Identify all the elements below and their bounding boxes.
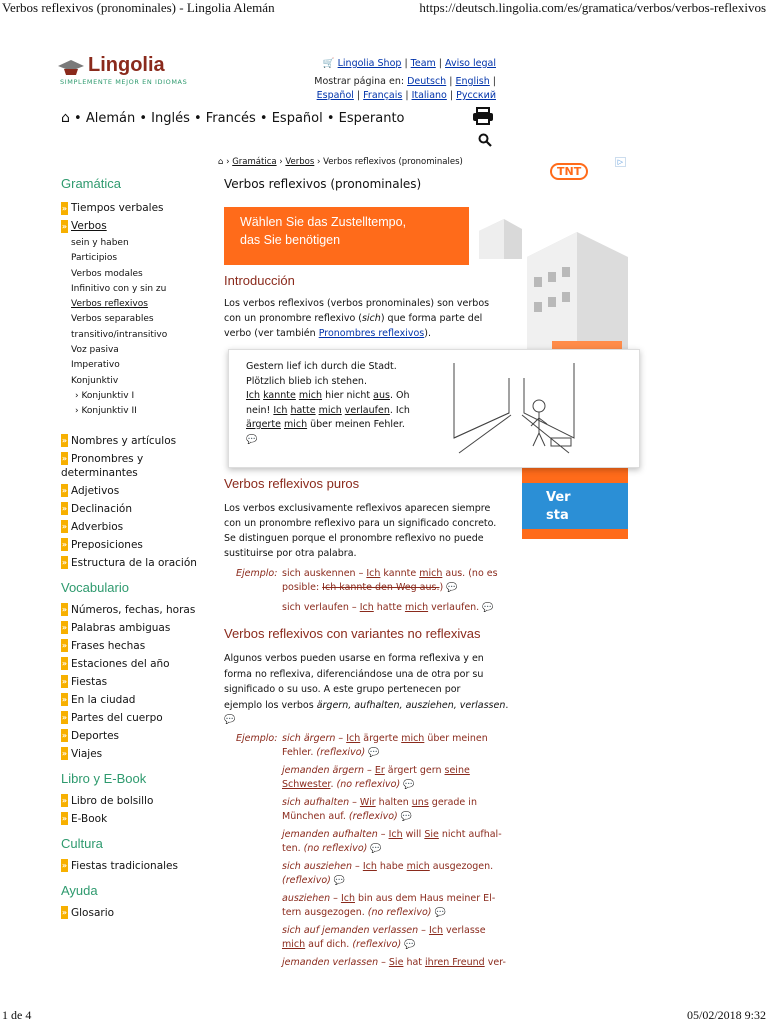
print-date: 05/02/2018 9:32 bbox=[686, 1008, 766, 1022]
sidebar-item-sports[interactable]: » Deportes bbox=[61, 729, 119, 742]
sidebar-title-vocab: Vocabulario bbox=[61, 579, 129, 595]
var-example-4: jemanden aufhalten – Ich will Sie nicht aufhal- ten. (no reflexivo) 💬 bbox=[282, 829, 502, 854]
logo[interactable] bbox=[56, 54, 188, 86]
lang-link-de[interactable]: Deutsch bbox=[407, 76, 447, 87]
var-example-8: jemanden verlassen – Sie hat ihren Freund ver- bbox=[282, 957, 506, 968]
var-example-2: jemanden ärgern – Er ärgert gern seine Schwester. (no reflexivo) 💬 bbox=[282, 765, 470, 790]
intro-section: Introducción Los verbos reflexivos (verbos pronominales) son verbos con un pronombre reflexivo (sich) que forma parte del verbo (ver también Pronombres reflexivos). bbox=[224, 273, 514, 341]
sidebar-sub-konj2[interactable]: › Konjunktiv II bbox=[75, 406, 137, 417]
logo-tagline: SIMPLEMENTE MEJOR EN IDIOMAS bbox=[60, 78, 188, 86]
ad-banner[interactable] bbox=[224, 207, 524, 265]
sidebar-item-numbers[interactable]: » Números, fechas, horas bbox=[61, 603, 196, 616]
home-icon[interactable]: ⌂ bbox=[61, 110, 70, 126]
sidebar-item-verbs[interactable]: » Verbos bbox=[61, 220, 107, 232]
sidebar-item-holidays[interactable]: » Fiestas bbox=[61, 675, 108, 688]
ad-banner-line2: das Sie benötigen bbox=[240, 233, 341, 247]
ad-choices-icon[interactable]: ▷ bbox=[615, 157, 626, 167]
ad-banner-line1: Wählen Sie das Zustelltempo, bbox=[240, 215, 407, 229]
sidebar-title-help: Ayuda bbox=[61, 882, 98, 898]
sidebar-title-culture: Cultura bbox=[61, 835, 103, 851]
sidebar-item-city[interactable]: » En la ciudad bbox=[61, 693, 136, 706]
sidebar-item-ambiguous[interactable]: » Palabras ambiguas bbox=[61, 621, 171, 634]
puros-example-1: sich auskennen – Ich kannte mich aus. (no es posible: Ich kannte den Weg aus.) 💬 bbox=[282, 568, 498, 593]
team-link[interactable]: Team bbox=[410, 58, 436, 69]
sidebar-item-festivals[interactable]: » Fiestas tradicionales bbox=[61, 859, 178, 872]
reflexive-pronouns-link[interactable]: Pronombres reflexivos bbox=[318, 328, 425, 339]
language-nav bbox=[61, 110, 405, 126]
var-example-5: sich ausziehen – Ich habe mich ausgezogen. (reflexivo) 💬 bbox=[282, 861, 494, 886]
sidebar-item-prepositions[interactable]: » Preposiciones bbox=[61, 538, 143, 551]
sidebar-item-declension[interactable]: » Declinación bbox=[61, 502, 133, 515]
puros-example-label: Ejemplo: bbox=[236, 568, 278, 579]
puros-example-2: sich verlaufen – Ich hatte mich verlaufen. 💬 bbox=[282, 602, 494, 613]
sidebar-item-ebook[interactable]: » E-Book bbox=[61, 812, 108, 825]
ad-side[interactable] bbox=[522, 157, 628, 539]
sidebar-sub-infinitive[interactable]: Infinitivo con y sin zu bbox=[71, 283, 167, 294]
sidebar-item-nouns[interactable]: » Nombres y artículos bbox=[61, 434, 177, 447]
sidebar-item-travel[interactable]: » Viajes bbox=[61, 747, 103, 760]
breadcrumb-current: Verbos reflexivos (pronominales) bbox=[323, 157, 463, 167]
sidebar-sub-transitive[interactable]: transitivo/intransitivo bbox=[71, 329, 168, 340]
sidebar-sub-sein-haben[interactable]: sein y haben bbox=[71, 238, 129, 248]
example-story-box bbox=[228, 349, 640, 468]
breadcrumb-home-icon[interactable]: ⌂ bbox=[218, 157, 224, 167]
sidebar-item-paperback[interactable]: » Libro de bolsillo bbox=[61, 794, 154, 807]
show-in-label: Mostrar página en: bbox=[314, 76, 405, 87]
sidebar-item-adjectives[interactable]: » Adjetivos bbox=[61, 484, 120, 497]
lang-link-es[interactable]: Español bbox=[316, 90, 354, 101]
shop-link[interactable]: Lingolia Shop bbox=[337, 58, 402, 69]
ad-banner-building-icon bbox=[474, 211, 524, 265]
logo-cap-icon bbox=[56, 56, 86, 78]
logo-name: Lingolia bbox=[88, 54, 165, 76]
sidebar-item-adverbs[interactable]: » Adverbios bbox=[61, 520, 124, 533]
sidebar-title-grammar: Gramática bbox=[61, 176, 121, 191]
intro-title: Introducción bbox=[224, 273, 295, 288]
ad-side-cta2: sta bbox=[546, 508, 569, 523]
sidebar-item-sentence[interactable]: » Estructura de la oración bbox=[61, 556, 197, 569]
sidebar-sub-separable[interactable]: Verbos separables bbox=[71, 314, 154, 325]
sidebar-sub-konjunktiv[interactable]: Konjunktiv bbox=[71, 375, 119, 386]
puros-section: Verbos reflexivos puros Los verbos exclusivamente reflexivos aparecen siempre con un pronombre reflexivo para un significado concreto. Se distinguen porque el pronombre reflexivo no puede sustituirse por otra palabra. bbox=[224, 476, 514, 561]
sidebar-sub-konj1[interactable]: › Konjunktiv I bbox=[75, 390, 135, 401]
top-links: 🛒 Lingolia Shop | Team | Aviso legal Mostrar página en: Deutsch | English | Español | Français | Italiano | Русский bbox=[314, 58, 496, 101]
sidebar-item-seasons[interactable]: » Estaciones del año bbox=[61, 657, 170, 670]
puros-title: Verbos reflexivos puros bbox=[224, 476, 360, 491]
search-icon[interactable] bbox=[478, 133, 492, 147]
legal-link[interactable]: Aviso legal bbox=[445, 58, 496, 69]
ad-side-cta1: Ver bbox=[546, 490, 571, 505]
language-nav-links[interactable]: • Alemán • Inglés • Francés • Español • Esperanto bbox=[74, 111, 405, 126]
page-window-title: Verbos reflexivos (pronominales) - Lingolia Alemán bbox=[2, 0, 275, 15]
variantes-section: Verbos reflexivos con variantes no reflexivas Algunos verbos pueden usarse en forma reflexiva y en forma no reflexiva, diferenciándose una de otra por su significado o su uso. A este grupo pertenecen por ejemplo los verbos ärgern, aufhalten, ausziehen, verlassen. 💬 bbox=[224, 626, 514, 729]
variantes-title: Verbos reflexivos con variantes no reflexivas bbox=[224, 626, 481, 641]
lang-link-it[interactable]: Italiano bbox=[411, 90, 447, 101]
var-example-6: ausziehen – Ich bin aus dem Haus meiner El- tern ausgezogen. (no reflexivo) 💬 bbox=[282, 893, 496, 918]
sidebar-sub-imperative[interactable]: Imperativo bbox=[71, 360, 120, 371]
lang-link-ru[interactable]: Русский bbox=[456, 90, 496, 101]
intro-line1: Los verbos reflexivos (verbos pronominales) son verbos bbox=[224, 298, 490, 309]
cart-icon: 🛒 bbox=[322, 58, 335, 69]
sidebar-title-book: Libro y E-Book bbox=[61, 770, 147, 786]
sidebar-sub-reflexive[interactable]: Verbos reflexivos bbox=[71, 299, 148, 310]
breadcrumb-grammar[interactable]: Gramática bbox=[232, 157, 277, 167]
variantes-examples bbox=[282, 732, 514, 970]
breadcrumb: ⌂ › Gramática › Verbos › Verbos reflexivos (pronominales) bbox=[218, 157, 463, 167]
ad-brand-logo: TNT bbox=[550, 163, 588, 180]
page-counter: 1 de 4 bbox=[2, 1008, 32, 1022]
sidebar-item-body[interactable]: » Partes del cuerpo bbox=[61, 711, 163, 724]
lang-link-en[interactable]: English bbox=[455, 76, 490, 87]
sidebar-item-pronouns[interactable]: » Pronombres y determinantes bbox=[61, 452, 144, 479]
var-example-3: sich aufhalten – Wir halten uns gerade in München auf. (reflexivo) 💬 bbox=[282, 797, 477, 822]
page-url: https://deutsch.lingolia.com/es/gramatica/verbos/verbos-reflexivos bbox=[419, 0, 766, 15]
variantes-example-label: Ejemplo: bbox=[236, 733, 278, 744]
var-example-7: sich auf jemanden verlassen – Ich verlasse mich auf dich. (reflexivo) 💬 bbox=[282, 925, 486, 950]
breadcrumb-verbs[interactable]: Verbos bbox=[285, 157, 315, 167]
story-comment-icon[interactable]: 💬 bbox=[246, 434, 258, 445]
sidebar-sub-passive[interactable]: Voz pasiva bbox=[71, 345, 119, 356]
story-illustration bbox=[449, 358, 579, 458]
story-text: Gestern lief ich durch die Stadt. Plötzlich blieb ich stehen. Ich kannte mich hier nicht aus. Oh nein! Ich hatte mich verlaufen. Ich ärgerte mich über meinen Fehler. 💬 bbox=[246, 360, 436, 447]
lang-link-fr[interactable]: Français bbox=[363, 90, 403, 101]
sidebar-item-glossary[interactable]: » Glosario bbox=[61, 906, 115, 919]
print-icon[interactable] bbox=[472, 107, 494, 125]
sidebar-sub-participles[interactable]: Participios bbox=[71, 253, 118, 264]
page-title: Verbos reflexivos (pronominales) bbox=[224, 177, 422, 191]
var-example-1: sich ärgern – Ich ärgerte mich über meinen Fehler. (reflexivo) 💬 bbox=[282, 733, 488, 758]
sidebar-item-tenses[interactable]: » Tiempos verbales bbox=[61, 202, 164, 214]
sidebar-sub-modals[interactable]: Verbos modales bbox=[71, 268, 143, 279]
sidebar-item-phrases[interactable]: » Frases hechas bbox=[61, 639, 146, 652]
sidebar bbox=[61, 176, 211, 922]
